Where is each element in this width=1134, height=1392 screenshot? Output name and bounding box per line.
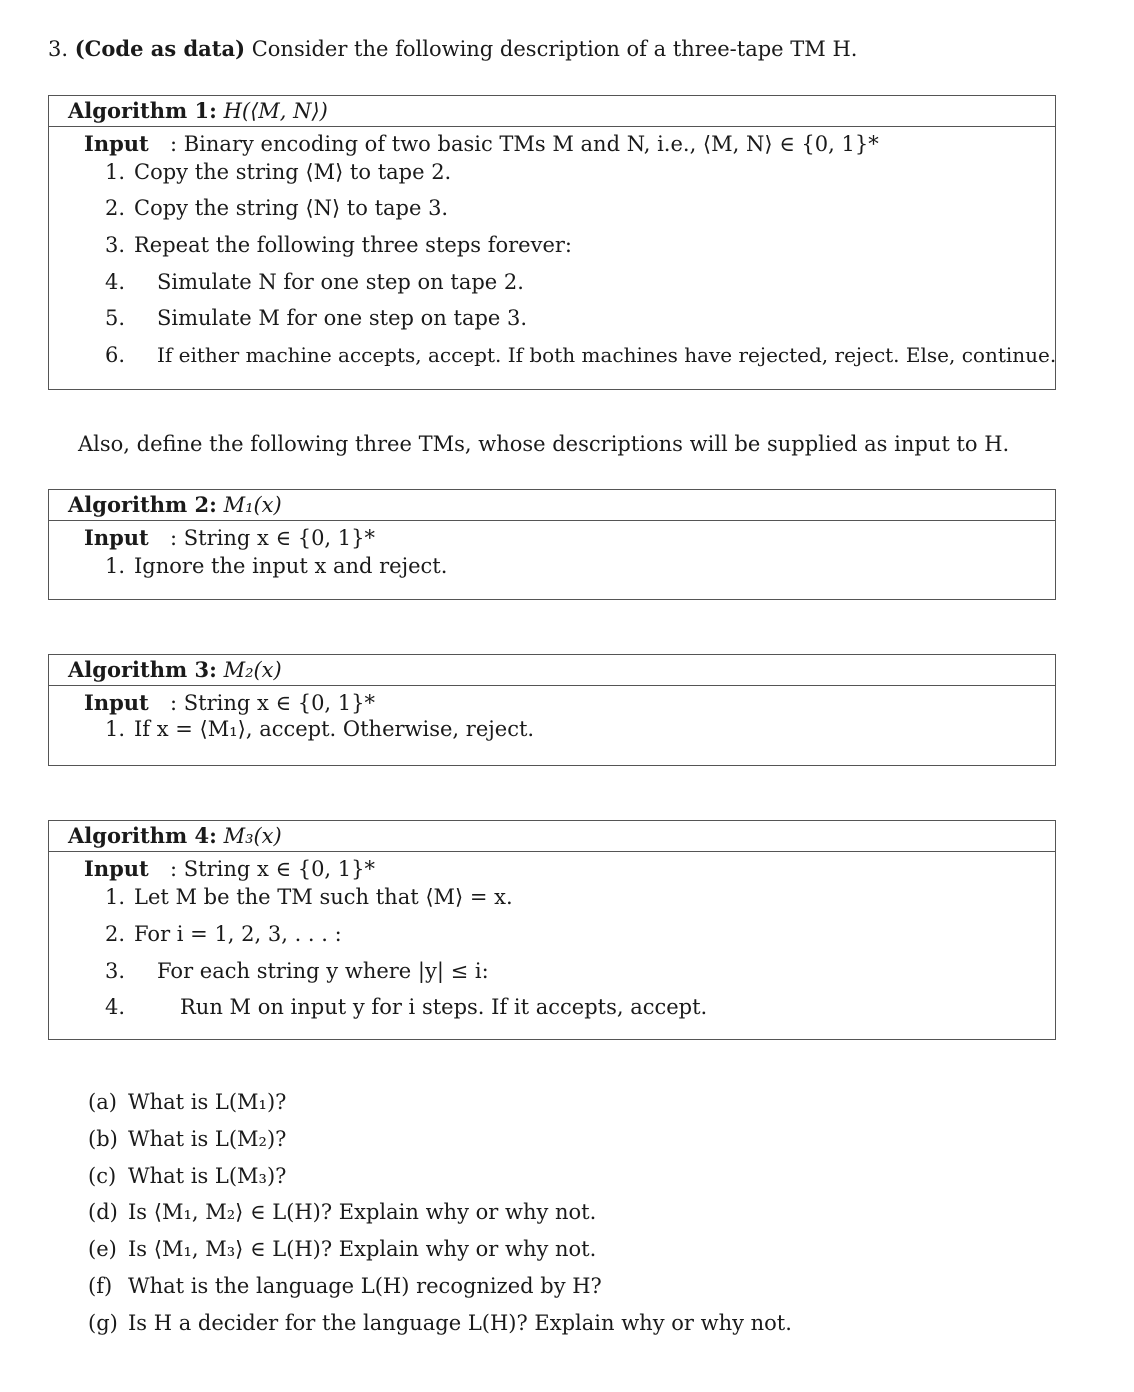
- algorithm-3-signature: M₂(x): [223, 658, 282, 682]
- question-label: (g): [88, 1311, 118, 1335]
- problem-title: (Code as data): [74, 36, 246, 61]
- question-text: Is ⟨M₁, M₃⟩ ∈ L(H)? Explain why or why not.: [128, 1237, 597, 1261]
- question-text: Is ⟨M₁, M₂⟩ ∈ L(H)? Explain why or why not.: [128, 1200, 597, 1224]
- step-number: 1.: [105, 885, 126, 909]
- step-number: 6.: [105, 343, 126, 367]
- input-label: Input: [84, 690, 149, 715]
- step-text: Let M be the TM such that ⟨M⟩ = x.: [134, 885, 513, 909]
- step-text: If x = ⟨M₁⟩, accept. Otherwise, reject.: [134, 717, 535, 741]
- step-text: Simulate M for one step on tape 3.: [157, 306, 528, 330]
- algorithm-2-title: [49, 490, 1055, 521]
- algorithm-4-input: [84, 856, 375, 881]
- step-number: 3.: [105, 959, 126, 983]
- step-number: 4.: [105, 995, 126, 1019]
- step-text: If either machine accepts, accept. If both machines have rejected, reject. Else, continue.: [157, 343, 1057, 367]
- input-label: Input: [84, 856, 149, 881]
- step-number: 1.: [105, 554, 126, 578]
- algorithm-3-heading: Algorithm 3:: [68, 657, 217, 682]
- question-text: Is H a decider for the language L(H)? Explain why or why not.: [128, 1311, 792, 1335]
- step-text: Repeat the following three steps forever:: [134, 233, 572, 257]
- step-number: 3.: [105, 233, 126, 257]
- input-label: Input: [84, 131, 149, 156]
- question-label: (c): [88, 1164, 117, 1188]
- algorithm-4-title: [49, 821, 1055, 852]
- algorithm-4-heading: Algorithm 4:: [68, 823, 217, 848]
- algorithm-2-input: [84, 525, 375, 550]
- algorithm-4-signature: M₃(x): [223, 824, 282, 848]
- step-number: 1.: [105, 160, 126, 184]
- algorithm-2-heading: Algorithm 2:: [68, 492, 217, 517]
- step-text: Run M on input y for i steps. If it accepts, accept.: [180, 995, 708, 1019]
- question-text: What is L(M₂)?: [128, 1127, 287, 1151]
- algorithm-3-title: [49, 655, 1055, 686]
- problem-heading: [48, 36, 857, 61]
- algorithm-1-input: [84, 131, 879, 156]
- algorithm-3-input: [84, 690, 375, 715]
- step-text: Copy the string ⟨M⟩ to tape 2.: [134, 160, 452, 184]
- algorithm-1-heading: Algorithm 1:: [68, 98, 217, 123]
- question-text: What is L(M₁)?: [128, 1090, 287, 1114]
- step-number: 2.: [105, 922, 126, 946]
- problem-intro: Consider the following description of a three-tape TM H.: [251, 37, 858, 61]
- problem-number: 3.: [48, 37, 69, 61]
- algorithm-3-box: [48, 654, 1056, 766]
- input-text: : String x ∈ {0, 1}*: [170, 526, 376, 550]
- algorithm-1-box: [48, 95, 1056, 390]
- middle-paragraph: Also, define the following three TMs, whose descriptions will be supplied as input to H.: [78, 432, 1010, 456]
- algorithm-4-box: [48, 820, 1056, 1040]
- input-label: Input: [84, 525, 149, 550]
- input-text: : Binary encoding of two basic TMs M and N, i.e., ⟨M, N⟩ ∈ {0, 1}*: [170, 132, 879, 156]
- step-text: Copy the string ⟨N⟩ to tape 3.: [134, 196, 449, 220]
- question-label: (d): [88, 1200, 118, 1224]
- step-text: Ignore the input x and reject.: [134, 554, 448, 578]
- input-text: : String x ∈ {0, 1}*: [170, 691, 376, 715]
- step-text: For i = 1, 2, 3, . . . :: [134, 922, 342, 946]
- step-number: 4.: [105, 270, 126, 294]
- question-label: (a): [88, 1090, 117, 1114]
- step-text: For each string y where |y| ≤ i:: [157, 959, 489, 983]
- step-number: 2.: [105, 196, 126, 220]
- question-text: What is L(M₃)?: [128, 1164, 287, 1188]
- step-number: 1.: [105, 717, 126, 741]
- algorithm-1-signature: H(⟨M, N⟩): [223, 99, 328, 123]
- algorithm-1-title: [49, 96, 1055, 127]
- algorithm-2-box: [48, 489, 1056, 600]
- algorithm-2-signature: M₁(x): [223, 493, 282, 517]
- input-text: : String x ∈ {0, 1}*: [170, 857, 376, 881]
- question-label: (f): [88, 1274, 113, 1298]
- question-label: (e): [88, 1237, 117, 1261]
- question-label: (b): [88, 1127, 118, 1151]
- step-text: Simulate N for one step on tape 2.: [157, 270, 524, 294]
- question-text: What is the language L(H) recognized by H?: [128, 1274, 602, 1298]
- step-number: 5.: [105, 306, 126, 330]
